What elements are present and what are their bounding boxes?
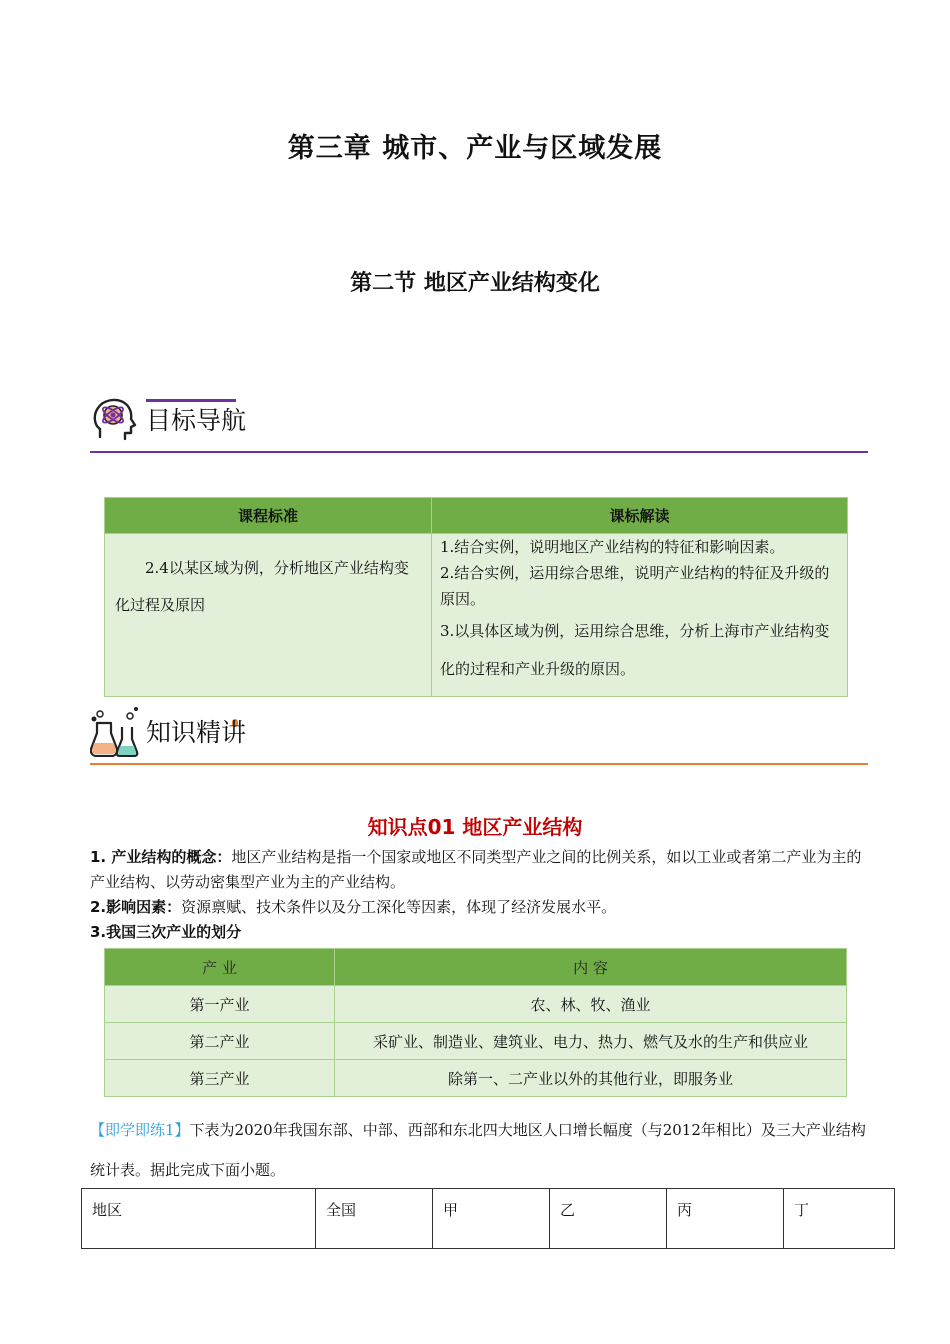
industry-table [104, 948, 847, 1097]
knowledge-banner-label: 知识精讲 [146, 718, 247, 747]
knowledge-banner [90, 705, 868, 765]
data-table [81, 1188, 895, 1249]
concept-paragraph [90, 845, 870, 895]
standards-header-left: 课程标准 [105, 498, 432, 534]
standards-left-cell [105, 534, 432, 697]
concept-text: 地区产业结构是指一个国家或地区不同类型产业之间的比例关系，如以工业或者第二产业为主的产业结构、以劳动密集型产业为主的产业结构。 [90, 848, 862, 891]
exercise-paragraph [90, 1110, 870, 1190]
exercise-tag: 【即学即练1】 [90, 1121, 190, 1139]
concept-label: 1. 产业结构的概念： [90, 848, 232, 866]
chapter-title: 第三章 城市、产业与区域发展 [287, 133, 663, 164]
flask-icon [90, 705, 142, 757]
industry-content: 除第一、二产业以外的其他行业，即服务业 [335, 1060, 847, 1097]
industry-name: 第三产业 [105, 1060, 335, 1097]
standards-right-cell [432, 534, 848, 697]
data-header-region: 地区 [82, 1189, 316, 1249]
table-row [82, 1189, 895, 1249]
data-header-bing: 丙 [667, 1189, 784, 1249]
standards-item-1: 1.结合实例，说明地区产业结构的特征和影响因素。 [440, 538, 785, 556]
section-title: 第二节 地区产业结构变化 [350, 271, 600, 296]
table-row [105, 1060, 847, 1097]
division-heading [90, 920, 870, 945]
knowledge-banner-rule [90, 763, 868, 765]
industry-name: 第一产业 [105, 986, 335, 1023]
data-header-yi: 乙 [550, 1189, 667, 1249]
data-header-ding: 丁 [784, 1189, 895, 1249]
factors-paragraph [90, 895, 870, 920]
industry-content: 采矿业、制造业、建筑业、电力、热力、燃气及水的生产和供应业 [335, 1023, 847, 1060]
head-brain-icon [90, 393, 142, 445]
exercise-text: 下表为2020年我国东部、中部、西部和东北四大地区人口增长幅度（与2012年相比）及三大产业结构统计表。据此完成下面小题。 [90, 1121, 866, 1179]
table-row [105, 1023, 847, 1060]
data-header-national: 全国 [316, 1189, 433, 1249]
standards-table [104, 497, 848, 697]
data-header-jia: 甲 [433, 1189, 550, 1249]
industry-header-left: 产 业 [105, 949, 335, 986]
table-row [105, 986, 847, 1023]
standards-item-3: 3.以具体区域为例，运用综合思维，分析上海市产业结构变化的过程和产业升级的原因。 [440, 622, 830, 678]
goal-banner [90, 393, 868, 453]
factors-text: 资源禀赋、技术条件以及分工深化等因素，体现了经济发展水平。 [181, 898, 617, 916]
industry-header-right: 内 容 [335, 949, 847, 986]
factors-label: 2.影响因素： [90, 898, 182, 916]
standards-item-2: 2.结合实例，运用综合思维，说明产业结构的特征及升级的原因。 [440, 564, 830, 608]
industry-name: 第二产业 [105, 1023, 335, 1060]
division-label: 3.我国三次产业的划分 [90, 923, 242, 941]
goal-banner-label: 目标导航 [146, 406, 247, 435]
goal-banner-rule [90, 451, 868, 453]
industry-content: 农、林、牧、渔业 [335, 986, 847, 1023]
knowledge-point-title: 知识点01 地区产业结构 [367, 815, 583, 839]
standards-left-text: 2.4以某区域为例，分析地区产业结构变化过程及原因 [115, 559, 409, 614]
standards-header-right: 课标解读 [432, 498, 848, 534]
